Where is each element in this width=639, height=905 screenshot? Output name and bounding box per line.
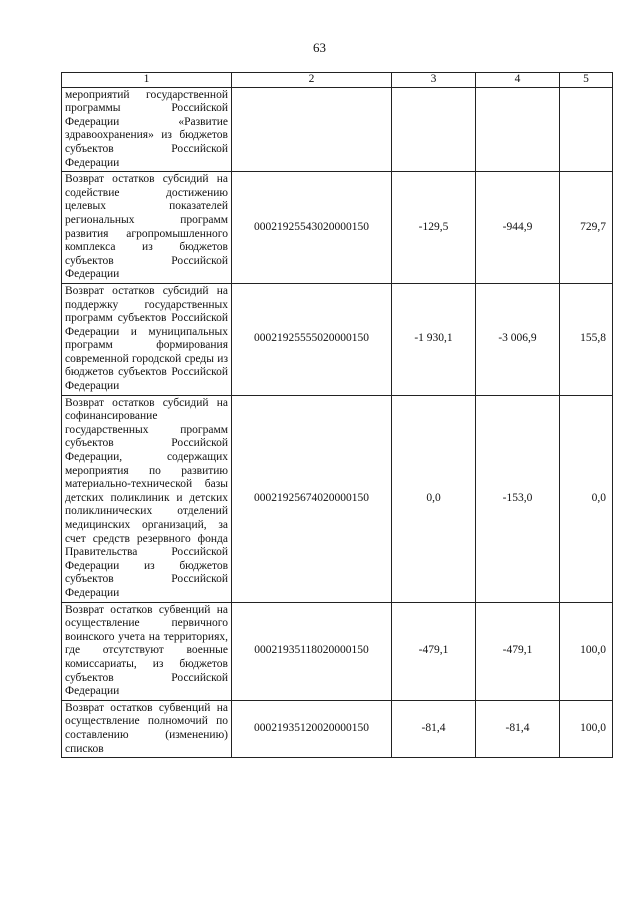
table-row bbox=[62, 700, 613, 757]
table-row bbox=[62, 602, 613, 700]
row-col3 bbox=[392, 87, 476, 172]
row-description: Возврат остатков субсидий на содействие достижению целевых показателей региональных программ развития агропромышленного комплекса из бюджетов субъектов Российской Федерации bbox=[62, 172, 232, 284]
row-col5: 100,0 bbox=[560, 602, 613, 700]
row-code: 00021935120020000150 bbox=[232, 700, 392, 757]
row-col3: -129,5 bbox=[392, 172, 476, 284]
row-col4: -3 006,9 bbox=[476, 283, 560, 395]
row-col5: 729,7 bbox=[560, 172, 613, 284]
row-description: Возврат остатков субсидий на софинансирование государственных программ субъектов Российской Федерации, содержащих мероприятия по развитию материально-технической базы детских поликлиник и детских поликлинических отделений медицинских организаций, за счет средств резервного фонда Правительства Российской Федерации из бюджетов субъектов Российской Федерации bbox=[62, 395, 232, 602]
header-col-4: 4 bbox=[476, 73, 560, 88]
row-col5: 100,0 bbox=[560, 700, 613, 757]
page-number: 63 bbox=[313, 40, 326, 55]
row-col4 bbox=[476, 87, 560, 172]
header-col-1: 1 bbox=[62, 73, 232, 88]
row-description: Возврат остатков субвенций на осуществление первичного воинского учета на территориях, где отсутствуют военные комиссариаты, из бюджетов субъектов Российской Федерации bbox=[62, 602, 232, 700]
row-code: 00021925543020000150 bbox=[232, 172, 392, 284]
row-col4: -944,9 bbox=[476, 172, 560, 284]
header-row bbox=[62, 73, 613, 88]
row-code: 00021925555020000150 bbox=[232, 283, 392, 395]
row-description: Возврат остатков субвенций на осуществление полномочий по составлению (изменению) списков bbox=[62, 700, 232, 757]
row-col5: 155,8 bbox=[560, 283, 613, 395]
table-row bbox=[62, 395, 613, 602]
header-col-5: 5 bbox=[560, 73, 613, 88]
row-col4: -153,0 bbox=[476, 395, 560, 602]
row-col4: -479,1 bbox=[476, 602, 560, 700]
row-col5: 0,0 bbox=[560, 395, 613, 602]
row-col3: 0,0 bbox=[392, 395, 476, 602]
row-col4: -81,4 bbox=[476, 700, 560, 757]
row-code: 00021925674020000150 bbox=[232, 395, 392, 602]
table-row bbox=[62, 87, 613, 172]
row-col5 bbox=[560, 87, 613, 172]
table-row bbox=[62, 283, 613, 395]
table-row bbox=[62, 172, 613, 284]
row-description: Возврат остатков субсидий на поддержку государственных программ субъектов Российской Федерации и муниципальных программ формирования современной городской среды из бюджетов субъектов Российской Федерации bbox=[62, 283, 232, 395]
header-col-3: 3 bbox=[392, 73, 476, 88]
row-col3: -81,4 bbox=[392, 700, 476, 757]
row-col3: -479,1 bbox=[392, 602, 476, 700]
row-code bbox=[232, 87, 392, 172]
row-description: мероприятий государственной программы Российской Федерации «Развитие здравоохранения» из бюджетов субъектов Российской Федерации bbox=[62, 87, 232, 172]
row-col3: -1 930,1 bbox=[392, 283, 476, 395]
budget-table bbox=[61, 72, 613, 758]
header-col-2: 2 bbox=[232, 73, 392, 88]
row-code: 00021935118020000150 bbox=[232, 602, 392, 700]
